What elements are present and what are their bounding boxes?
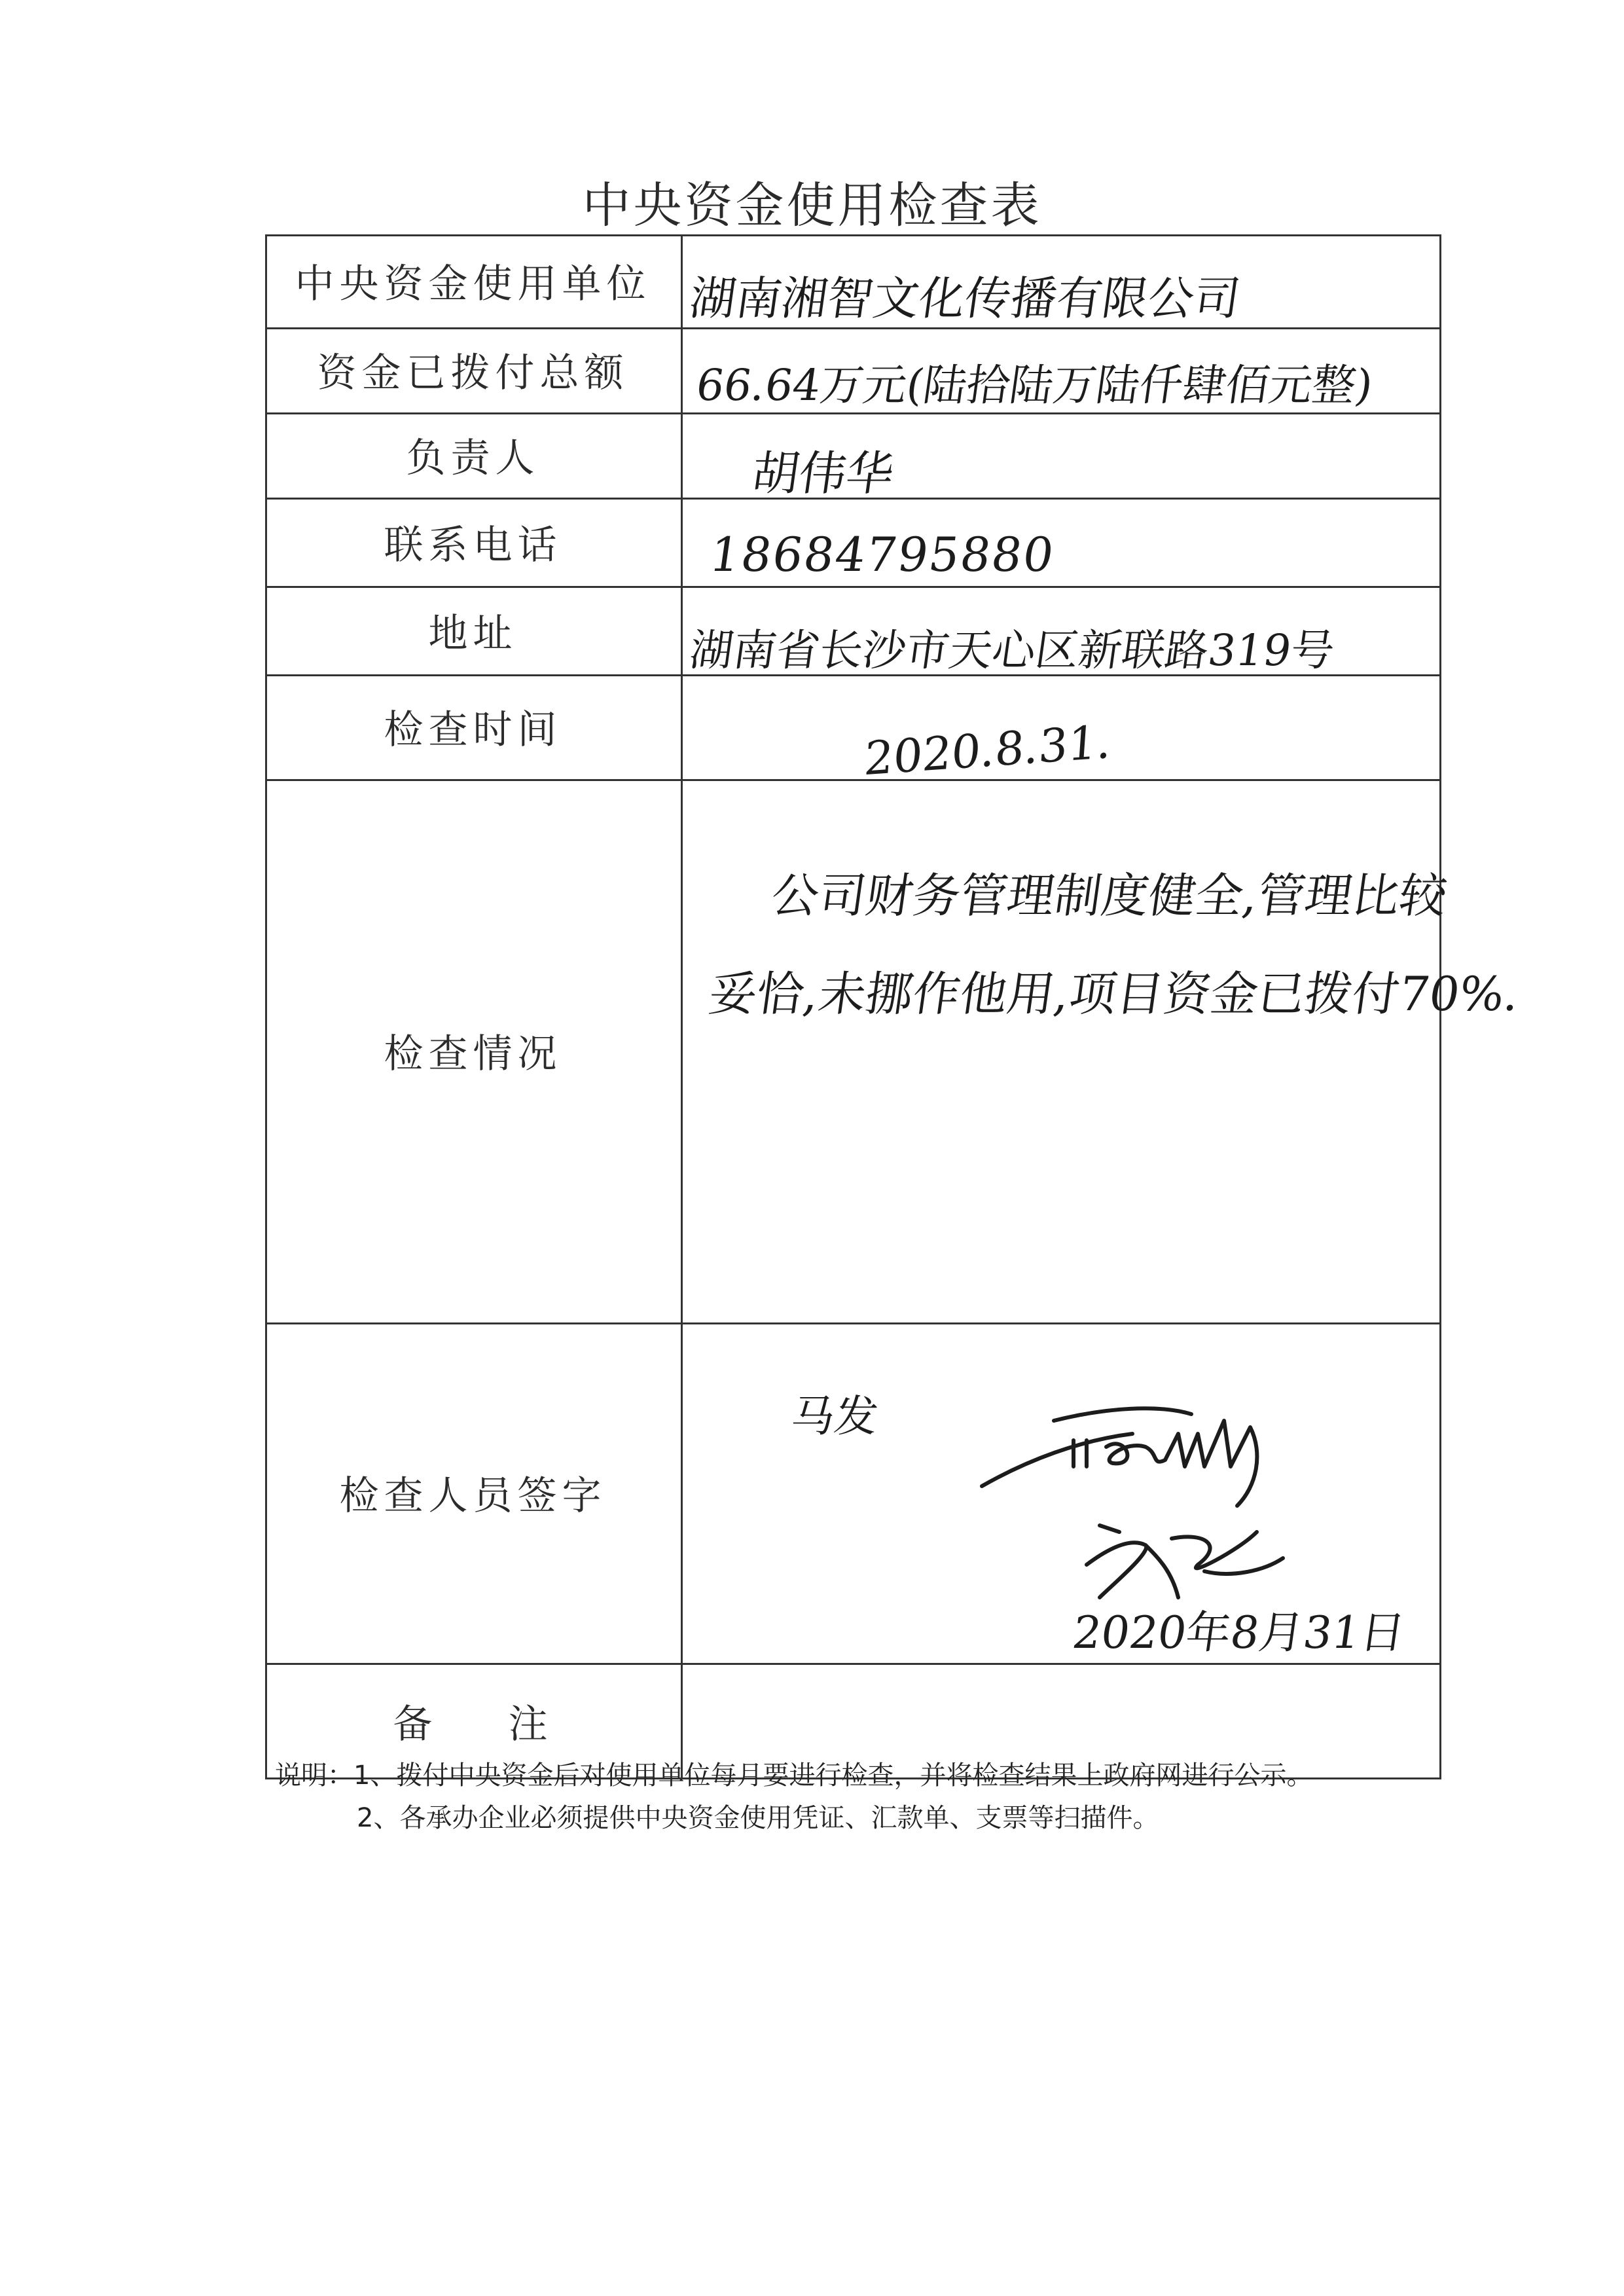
inspector-signature-1	[975, 1394, 1316, 1512]
inspector-signature-2	[1074, 1506, 1296, 1611]
note-line-2: 2、各承办企业必须提供中央资金使用凭证、汇款单、支票等扫描件。	[357, 1803, 1159, 1833]
value-address: 湖南省长沙市天心区新联路319号	[686, 625, 1338, 676]
value-time: 2020.8.31.	[862, 714, 1113, 786]
label-situation: 检查情况	[384, 1031, 562, 1077]
label-amount: 资金已拨付总额	[317, 350, 629, 396]
value-person: 胡伟华	[748, 446, 898, 501]
page-title: 中央资金使用检查表	[582, 177, 1042, 234]
value-inspector-name: 马发	[787, 1391, 882, 1442]
column-divider	[681, 234, 683, 1779]
value-unit: 湖南湘智文化传播有限公司	[686, 272, 1244, 325]
note-line-1: 说明：1、拨付中央资金后对使用单位每月要进行检查，并将检查结果上政府网进行公示。	[275, 1760, 1313, 1791]
value-signature-date: 2020年8月31日	[1069, 1607, 1409, 1659]
label-person: 负责人	[406, 435, 540, 481]
label-remarks: 备 注	[393, 1702, 553, 1747]
value-situation-line2: 妥恰,未挪作他用,项目资金已拨付70%.	[706, 966, 1523, 1021]
value-amount: 66.64万元(陆拾陆万陆仟肆佰元整)	[693, 360, 1377, 410]
value-phone: 18684795880	[706, 527, 1058, 582]
label-address: 地址	[428, 610, 518, 657]
value-situation-line1: 公司财务管理制度健全,管理比较	[768, 868, 1451, 923]
label-time: 检查时间	[384, 707, 562, 753]
label-signature: 检查人员签字	[339, 1473, 607, 1519]
label-phone: 联系电话	[384, 522, 562, 568]
label-unit: 中央资金使用单位	[295, 261, 651, 307]
